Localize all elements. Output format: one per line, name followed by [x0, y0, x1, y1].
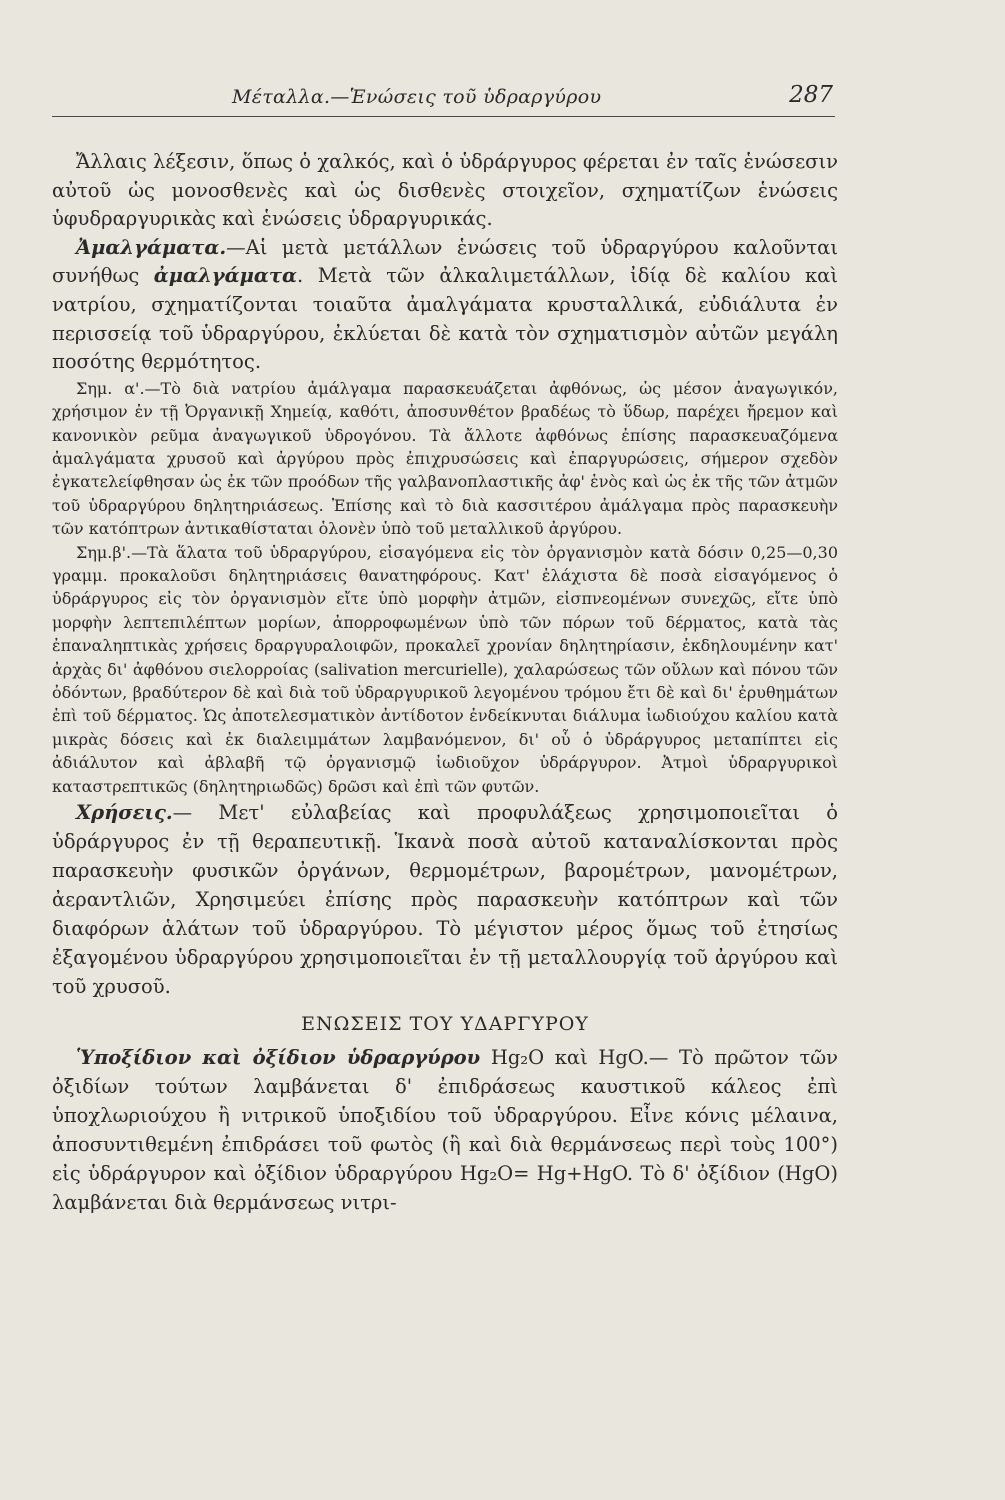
page-number: 287	[789, 82, 833, 108]
term-uses: Χρήσεις.	[76, 801, 173, 825]
uses-text: — Μετ' εὐλαβείας καὶ προφυλάξεως χρησιμοποιεῖται ὁ ὑδράργυρος ἐν τῇ θεραπευτικῇ. Ἱκανὰ ποσὰ αὐτοῦ καταναλίσκονται πρὸς παρασκευὴν φυσικῶν ὀργάνων, θερμομέτρων, βαρομέτρων, μανομέτρων, ἀεραντλιῶν, Χρησιμεύει ἐπίσης πρὸς παρασκευὴν κατόπτρων καὶ τῶν διαφόρων ἁλάτων τοῦ ὑδραργύρου. Τὸ μέγιστον μέρος ὅμως τοῦ ἐτησίως ἐξαγομένου ὑδραργύρου χρησιμοποιεῖται ἐν τῇ μεταλλουργίᾳ τοῦ ἀργύρου καὶ τοῦ χρυσοῦ.	[52, 801, 838, 999]
paragraph-oxides	[52, 1043, 838, 1217]
amalgams-text-2: . Μετὰ τῶν ἀλκαλιμετάλλων, ἰδίᾳ δὲ καλίου καὶ νατρίου, σχηματίζονται τοιαῦτα ἀμαλγάματα κρυσταλλικά, εὐδιάλυτα ἐν περισσείᾳ τοῦ ὑδραργύρου, ἐκλύεται δὲ κατὰ τὸν σχηματισμὸν αὐτῶν μεγάλη ποσότης θερμότητος.	[52, 264, 838, 374]
term-oxides: Ὑποξίδιον καὶ ὀξίδιον ὑδραργύρου	[76, 1046, 481, 1070]
term-amalgams: Ἀμαλγάματα.	[76, 235, 227, 259]
section-heading: ΕΝΩΣΕΙΣ ΤΟΥ ΥΔΑΡΓΥΡΟΥ	[301, 1013, 589, 1036]
note-b: Σημ.β'.—Τὰ ἅλατα τοῦ ὑδραργύρου, εἰσαγόμενα εἰς τὸν ὀργανισμὸν κατὰ δόσιν 0,25—0,30 γραμμ. προκαλοῦσι δηλητηριάσεις θανατηφόρους. Κατ' ἐλάχιστα δὲ ποσὰ εἰσαγόμενος ὁ ὑδράργυρος εἰς τὸν ὀργανισμὸν εἴτε ὑπὸ μορφὴν ἀτμῶν, εἰσπνεομένων συνεχῶς, εἴτε ὑπὸ μορφὴν λεπτεπιλέπτων μορίων, ἀπορροφωμένων ὑπὸ τῶν πόρων τοῦ δέρματος, κατὰ τὰς ἐπαναληπτικὰς χρήσεις δραργυραλοιφῶν, προκαλεῖ χρονίαν δηλητηρίασιν, ἐκδηλουμένην κατ' ἀρχὰς δι' ἀφθόνου σιελορροίας (salivation mercurielle), χαλαρώσεως τῶν οὔλων καὶ πόνου τῶν ὀδόντων, βραδύτερον δὲ καὶ διὰ τοῦ ὑδραργυρικοῦ λεγομένου τρόμου ἔτι δὲ καὶ δι' ἐρυθημάτων ἐπὶ τοῦ δέρματος. Ὡς ἀποτελεσματικὸν ἀντίδοτον ἐνδείκνυται διάλυμα ἰωδιούχου καλίου κατὰ μικρὰς δόσεις καὶ ἐκ διαλειμμάτων λαμβανόμενον, δι' οὗ ὁ ὑδράργυρος μεταπίπτει εἰς ἀδιάλυτον καὶ ἀβλαβῆ τῷ ὀργανισμῷ ἰωδιοῦχον ὑδράργυρον. Ἀτμοὶ ὑδραργυρικοὶ καταστρεπτικῶς (δηλητηριωδῶς) δρῶσι καὶ ἐπὶ τῶν φυτῶν.	[52, 542, 838, 796]
paragraph-intro: Ἄλλαις λέξεσιν, ὅπως ὁ χαλκός, καὶ ὁ ὑδράργυρος φέρεται ἐν ταῖς ἑνώσεσιν αὐτοῦ ὡς μονοσθενὲς καὶ ὡς δισθενὲς στοιχεῖον, σχηματίζων ἑνώσεις ὑφυδραργυρικὰς καὶ ἑνώσεις ὑδραργυρικάς.	[52, 150, 838, 231]
amalgams-text-1: —Αἱ μετὰ μετάλλων ἑνώσεις τοῦ ὑδραργύρου καλοῦνται συνήθως	[52, 235, 838, 288]
body-text	[52, 148, 838, 1217]
paragraph-amalgams	[52, 234, 838, 377]
page-header	[52, 80, 835, 117]
oxides-text: Hg₂O καὶ HgO.— Τὸ πρῶτον τῶν ὀξιδίων τούτων λαμβάνεται δ' ἐπιδράσεως καυστικοῦ κάλεος ἐπὶ ὑποχλωριούχου ἢ νιτρικοῦ ὑποξιδίου τοῦ ὑδραργύρου. Εἶνε κόνις μέλαινα, ἀποσυντιθεμένη ἐπιδράσει τοῦ φωτὸς (ἢ καὶ διὰ θερμάνσεως περὶ τοὺς 100°) εἰς ὑδράργυρον καὶ ὀξίδιον ὑδραργύρου Hg₂O= Hg+HgO. Τὸ δ' ὀξίδιον (HgO) λαμβάνεται διὰ θερμάνσεως νιτρι-	[52, 1046, 839, 1215]
note-a: Σημ. α'.—Τὸ διὰ νατρίου ἀμάλγαμα παρασκευάζεται ἀφθόνως, ὡς μέσον ἀναγωγικόν, χρήσιμον ἐν τῇ Ὀργανικῇ Χημείᾳ, καθότι, ἀποσυνθέτον βραδέως τὸ ὕδωρ, παρέχει ἤρεμον καὶ κανονικὸν ρεῦμα ἀναγωγικοῦ ὑδρογόνου. Τὰ ἄλλοτε ἀφθόνως ἐπίσης παρασκευαζόμενα ἀμαλγάματα χρυσοῦ καὶ ἀργύρου πρὸς ἐπιχρυσώσεις καὶ ἐπαργυρώσεις, σήμερον σχεδὸν ἐγκατελείφθησαν ὡς ἐκ τῶν προόδων τῆς γαλβανοπλαστικῆς ἀφ' ἑνὸς καὶ ὡς ἐκ τῆς τῶν ἀτμῶν τοῦ ὑδραργύρου δηλητηριάσεως. Ἐπίσης καὶ τὸ διὰ κασσιτέρου ἀμάλγαμα πρὸς παρασκευὴν τῶν κατόπτρων ἀντικαθίσταται ὁλονὲν ὑπὸ τοῦ μεταλλικοῦ ἀργύρου.	[52, 378, 838, 539]
term-amalgams-inline: ἀμαλγάματα	[153, 264, 298, 288]
running-title: Μέταλλα.—Ἑνώσεις τοῦ ὑδραργύρου	[232, 86, 602, 108]
paragraph-uses	[52, 798, 838, 1001]
